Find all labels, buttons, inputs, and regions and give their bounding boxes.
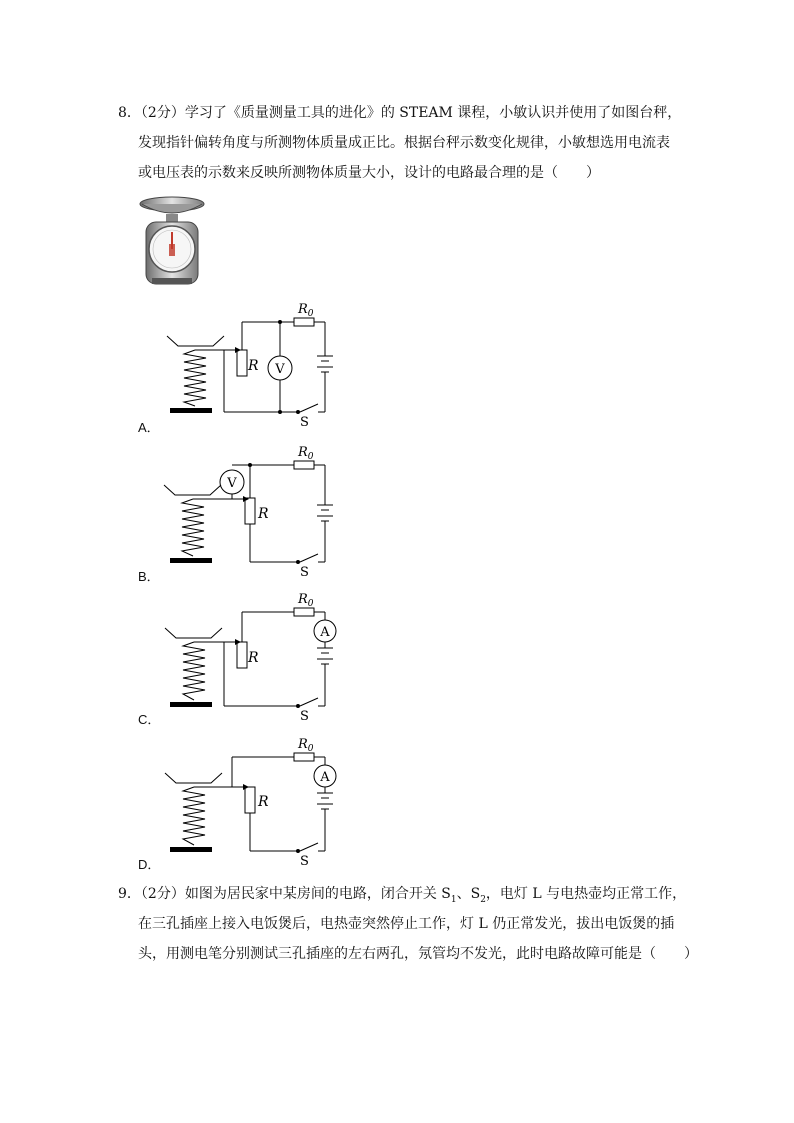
svg-text:V: V <box>275 362 285 377</box>
svg-text:R0: $R_0$ <box>298 592 314 609</box>
svg-text:S: S <box>300 709 309 724</box>
pan-a <box>167 336 224 346</box>
svg-text:R0: $R_0$ <box>298 302 314 319</box>
svg-text:R0: $R_0$ <box>298 445 314 462</box>
option-d-label: D． <box>138 857 161 872</box>
spring-a <box>184 350 206 406</box>
q9-line-1 <box>118 885 686 909</box>
q9-s1-sub: 1 <box>450 894 457 905</box>
q9-line-1-part-c: ，电灯 L 与电热壶均正常工作， <box>485 886 687 902</box>
spring-d <box>183 787 205 845</box>
resistor-r0-d <box>294 753 314 761</box>
svg-text:R: R <box>258 794 269 810</box>
svg-text:A: A <box>320 770 330 785</box>
q8-line-3: 或电压表的示数来反映所测物体质量大小，设计的电路最合理的是（ ） <box>138 165 600 181</box>
spring-b <box>182 499 204 556</box>
svg-text:S: S <box>300 565 309 580</box>
svg-text:V: V <box>227 476 237 491</box>
svg-text:S: S <box>300 415 309 430</box>
svg-text:R: R <box>258 506 269 522</box>
resistor-r0-b <box>294 461 314 469</box>
resistor-r0-c <box>294 608 314 616</box>
svg-text:R: R <box>248 358 259 374</box>
svg-text:A: A <box>320 625 330 640</box>
option-a-label: A． <box>138 420 160 435</box>
kitchen-scale-image <box>138 194 206 288</box>
resistor-r-b <box>245 498 255 524</box>
spring-c <box>183 642 205 700</box>
resistor-r0-a <box>294 318 314 326</box>
voltmeter-a <box>268 356 292 380</box>
resistor-r-d <box>245 787 255 813</box>
pan-d <box>165 773 222 783</box>
resistor-r-c <box>237 642 247 668</box>
ammeter-d <box>314 765 336 787</box>
q8-line-2: 发现指针偏转角度与所测物体质量成正比。根据台秤示数变化规律，小敏想选用电流表 <box>138 135 670 151</box>
q9-line-2: 在三孔插座上接入电饭煲后，电热壶突然停止工作，灯 L 仍正常发光，拔出电饭煲的插 <box>138 916 675 932</box>
q9-line-1-part-a: 9．（2分）如图为居民家中某房间的电路，闭合开关 S <box>118 886 451 902</box>
resistor-r-a <box>237 350 247 376</box>
pan-b <box>164 485 221 495</box>
q9-line-3: 头，用测电笔分别测试三孔插座的左右两孔，氖管均不发光，此时电路故障可能是（ ） <box>138 946 698 962</box>
option-c-label: C． <box>138 712 161 727</box>
pan-c <box>165 628 222 638</box>
svg-text:R: R <box>248 650 259 666</box>
svg-text:R0: $R_0$ <box>298 737 314 754</box>
q9-s2-sub: 2 <box>480 894 486 905</box>
option-b-label: B． <box>138 569 160 584</box>
ammeter-c <box>314 620 336 642</box>
q9-line-1-part-b: 、S <box>456 886 481 902</box>
q8-line-1: 8．（2分）学习了《质量测量工具的进化》的 STEAM 课程，小敏认识并使用了如图台秤， <box>118 105 682 121</box>
svg-text:S: S <box>300 854 309 869</box>
voltmeter-b <box>220 470 244 494</box>
